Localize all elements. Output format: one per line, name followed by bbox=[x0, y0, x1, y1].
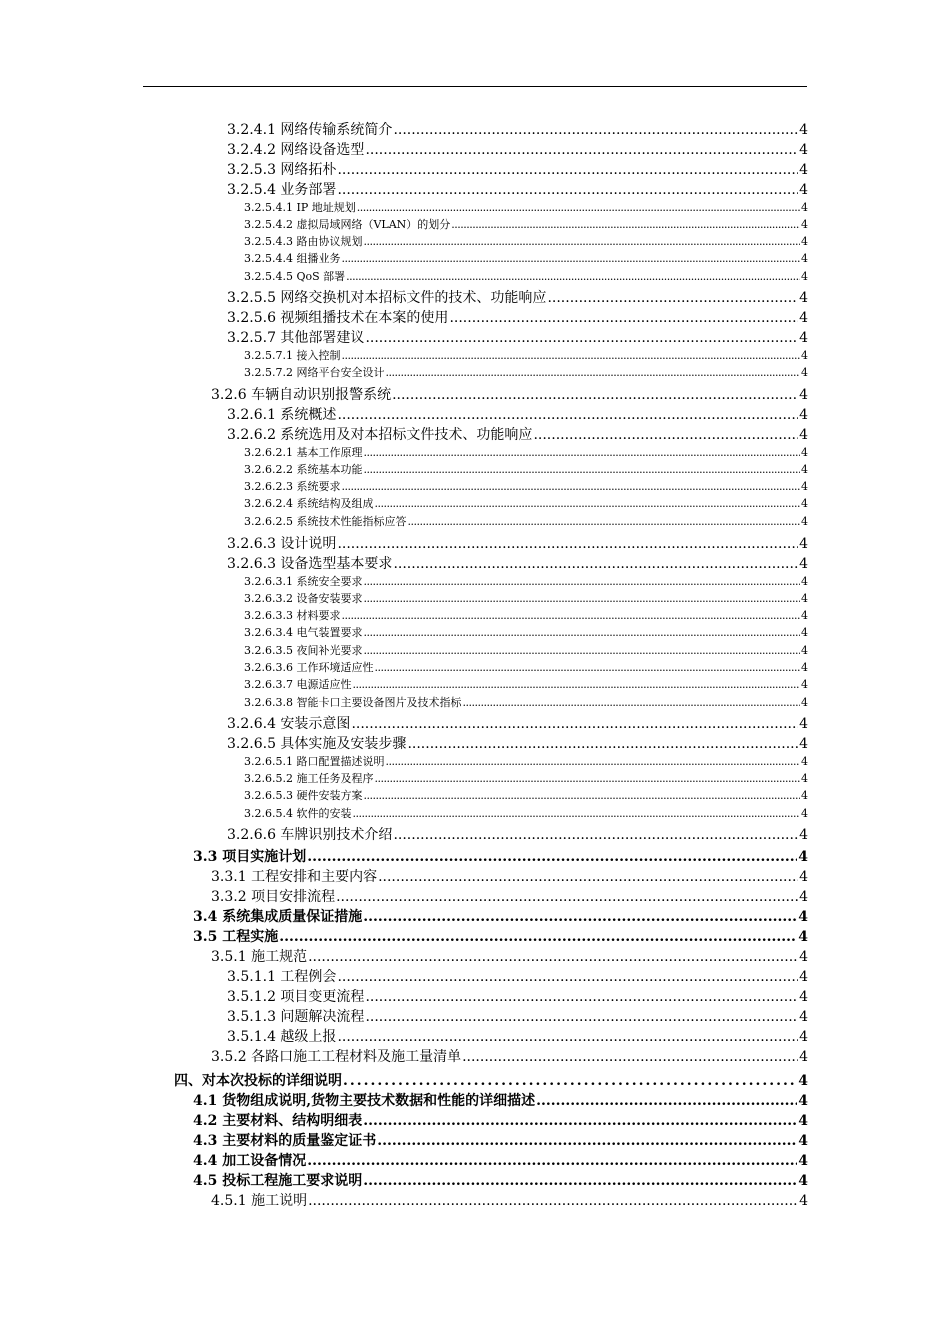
toc-entry-label: 3.2.6 车辆自动识别报警系统 bbox=[211, 387, 392, 403]
toc-leader-dots bbox=[352, 807, 800, 820]
toc-leader-dots bbox=[377, 1133, 797, 1149]
toc-leader-dots bbox=[363, 1113, 797, 1129]
toc-entry[interactable] bbox=[193, 1130, 808, 1150]
toc-entry-page: 4 bbox=[801, 644, 808, 657]
toc-entry-label: 3.2.5.4 业务部署 bbox=[227, 182, 337, 198]
toc-leader-dots bbox=[341, 349, 800, 362]
toc-leader-dots bbox=[363, 909, 797, 925]
toc-entry[interactable] bbox=[244, 676, 808, 692]
toc-entry-label: 3.5.1.4 越级上报 bbox=[227, 1029, 337, 1045]
toc-leader-dots bbox=[363, 789, 800, 802]
toc-entry-page: 4 bbox=[798, 1113, 808, 1129]
toc-entry-label: 3.2.6.3.6 工作环境适应性 bbox=[244, 661, 374, 674]
toc-entry-page: 4 bbox=[798, 1073, 808, 1089]
toc-leader-dots bbox=[357, 201, 800, 214]
toc-entry[interactable] bbox=[227, 533, 808, 553]
toc-entry-label: 3.2.6.3.7 电源适应性 bbox=[244, 678, 352, 691]
toc-entry-page: 4 bbox=[798, 1133, 808, 1149]
toc-entry[interactable] bbox=[227, 966, 808, 986]
toc-leader-dots bbox=[351, 716, 798, 732]
toc-entry-label: 3.2.6.5.1 路口配置描述说明 bbox=[244, 755, 385, 768]
toc-leader-dots bbox=[343, 1073, 797, 1089]
toc-entry-label: 3.2.6.3 设备选型基本要求 bbox=[227, 556, 393, 572]
toc-entry[interactable] bbox=[244, 770, 808, 786]
toc-entry[interactable] bbox=[227, 553, 808, 573]
toc-entry-page: 4 bbox=[799, 407, 808, 423]
toc-entry-page: 4 bbox=[801, 201, 808, 214]
toc-entry[interactable] bbox=[244, 478, 808, 494]
toc-entry-label: 3.5.1 施工规范 bbox=[211, 949, 308, 965]
toc-entry[interactable] bbox=[193, 1170, 808, 1190]
toc-entry-label: 3.5.1.2 项目变更流程 bbox=[227, 989, 365, 1005]
toc-leader-dots bbox=[363, 575, 800, 588]
toc-leader-dots bbox=[385, 755, 800, 768]
toc-entry[interactable] bbox=[244, 624, 808, 640]
toc-entry-label: 3.2.6.2.3 系统要求 bbox=[244, 480, 341, 493]
toc-entry[interactable] bbox=[244, 199, 808, 215]
toc-entry-page: 4 bbox=[801, 349, 808, 362]
toc-entry-label: 3.2.5.6 视频组播技术在本案的使用 bbox=[227, 310, 449, 326]
toc-entry-page: 4 bbox=[799, 536, 808, 552]
toc-entry-page: 4 bbox=[798, 1093, 808, 1109]
toc-entry-label: 3.2.6.6 车牌识别技术介绍 bbox=[227, 827, 393, 843]
toc-entry-page: 4 bbox=[799, 162, 808, 178]
toc-entry-label: 3.2.6.3.4 电气装置要求 bbox=[244, 626, 363, 639]
toc-entry[interactable] bbox=[244, 250, 808, 266]
toc-entry-page: 4 bbox=[801, 480, 808, 493]
toc-entry-label: 3.2.6.2.4 系统结构及组成 bbox=[244, 497, 374, 510]
toc-leader-dots bbox=[365, 330, 798, 346]
toc-entry-page: 4 bbox=[801, 755, 808, 768]
toc-leader-dots bbox=[365, 989, 798, 1005]
toc-entry[interactable] bbox=[227, 179, 808, 199]
toc-leader-dots bbox=[374, 661, 800, 674]
toc-entry-page: 4 bbox=[798, 1173, 808, 1189]
toc-entry[interactable] bbox=[244, 787, 808, 803]
toc-entry[interactable] bbox=[211, 1046, 808, 1066]
toc-entry[interactable] bbox=[244, 364, 808, 380]
toc-leader-dots bbox=[337, 1029, 798, 1045]
toc-leader-dots bbox=[363, 446, 800, 459]
toc-entry[interactable] bbox=[227, 287, 808, 307]
toc-entry-page: 4 bbox=[799, 427, 808, 443]
toc-leader-dots bbox=[462, 1049, 798, 1065]
toc-entry-label: 3.4 系统集成质量保证措施 bbox=[193, 909, 363, 925]
toc-entry[interactable] bbox=[227, 159, 808, 179]
toc-entry[interactable] bbox=[193, 1090, 808, 1110]
toc-entry-label: 3.2.6.3.3 材料要求 bbox=[244, 609, 341, 622]
toc-entry-page: 4 bbox=[799, 989, 808, 1005]
toc-entry-page: 4 bbox=[801, 497, 808, 510]
toc-leader-dots bbox=[336, 889, 798, 905]
toc-leader-dots bbox=[374, 772, 800, 785]
toc-entry-label: 3.2.6.3 设计说明 bbox=[227, 536, 337, 552]
toc-entry[interactable] bbox=[227, 1026, 808, 1046]
toc-entry-page: 4 bbox=[801, 463, 808, 476]
toc-entry[interactable] bbox=[193, 1150, 808, 1170]
toc-entry[interactable] bbox=[244, 495, 808, 511]
toc-entry-page: 4 bbox=[801, 270, 808, 283]
toc-entry[interactable] bbox=[244, 607, 808, 623]
toc-entry-page: 4 bbox=[799, 122, 808, 138]
toc-entry-page: 4 bbox=[799, 182, 808, 198]
toc-leader-dots bbox=[337, 969, 798, 985]
toc-entry-label: 3.2.6.5.3 硬件安装方案 bbox=[244, 789, 363, 802]
toc-entry[interactable] bbox=[227, 307, 808, 327]
toc-entry[interactable] bbox=[227, 1006, 808, 1026]
toc-entry-label: 3.2.6.3.8 智能卡口主要设备图片及技术指标 bbox=[244, 696, 462, 709]
toc-leader-dots bbox=[449, 310, 798, 326]
toc-leader-dots bbox=[307, 849, 797, 865]
toc-leader-dots bbox=[341, 252, 800, 265]
toc-leader-dots bbox=[365, 1009, 798, 1025]
toc-leader-dots bbox=[279, 929, 797, 945]
toc-entry-label: 四、对本次投标的详细说明 bbox=[174, 1073, 342, 1089]
toc-leader-dots bbox=[378, 869, 798, 885]
toc-entry-page: 4 bbox=[801, 252, 808, 265]
toc-leader-dots bbox=[365, 142, 798, 158]
toc-entry[interactable] bbox=[227, 713, 808, 733]
toc-entry-label: 3.2.5.7.1 接入控制 bbox=[244, 349, 341, 362]
toc-leader-dots bbox=[341, 480, 800, 493]
toc-leader-dots bbox=[308, 1193, 798, 1209]
toc-entry-page: 4 bbox=[801, 575, 808, 588]
toc-leader-dots bbox=[392, 387, 798, 403]
toc-leader-dots bbox=[393, 827, 798, 843]
toc-entry[interactable] bbox=[244, 659, 808, 675]
toc-leader-dots bbox=[407, 515, 800, 528]
toc-entry[interactable] bbox=[174, 1070, 808, 1090]
toc-entry-label: 3.2.6.3.5 夜间补光要求 bbox=[244, 644, 363, 657]
toc-entry-label: 4.2 主要材料、结构明细表 bbox=[193, 1113, 363, 1129]
toc-entry[interactable] bbox=[244, 590, 808, 606]
toc-entry[interactable] bbox=[193, 926, 808, 946]
toc-entry-page: 4 bbox=[801, 772, 808, 785]
toc-entry[interactable] bbox=[227, 424, 808, 444]
toc-entry-page: 4 bbox=[801, 696, 808, 709]
toc-entry-label: 3.2.5.4.3 路由协议规划 bbox=[244, 235, 363, 248]
toc-leader-dots bbox=[346, 270, 800, 283]
toc-entry-label: 3.2.6.2.2 系统基本功能 bbox=[244, 463, 363, 476]
toc-entry-page: 4 bbox=[799, 556, 808, 572]
toc-leader-dots bbox=[385, 366, 800, 379]
toc-leader-dots bbox=[536, 1093, 797, 1109]
toc-entry-page: 4 bbox=[801, 446, 808, 459]
toc-entry[interactable] bbox=[227, 404, 808, 424]
toc-leader-dots bbox=[451, 218, 800, 231]
toc-entry[interactable] bbox=[227, 986, 808, 1006]
toc-entry-page: 4 bbox=[799, 142, 808, 158]
toc-entry-page: 4 bbox=[799, 290, 808, 306]
toc-entry-page: 4 bbox=[801, 515, 808, 528]
toc-entry-page: 4 bbox=[799, 1193, 808, 1209]
toc-leader-dots bbox=[374, 497, 800, 510]
toc-leader-dots bbox=[337, 407, 798, 423]
toc-entry-label: 3.2.5.7.2 网络平台安全设计 bbox=[244, 366, 385, 379]
toc-leader-dots bbox=[363, 235, 800, 248]
toc-entry[interactable] bbox=[244, 268, 808, 284]
toc-entry-label: 3.3.2 项目安排流程 bbox=[211, 889, 336, 905]
toc-entry[interactable] bbox=[244, 513, 808, 529]
toc-entry-page: 4 bbox=[799, 889, 808, 905]
toc-entry-page: 4 bbox=[801, 807, 808, 820]
toc-entry[interactable] bbox=[244, 573, 808, 589]
toc-entry-page: 4 bbox=[798, 929, 808, 945]
toc-leader-dots bbox=[341, 609, 800, 622]
toc-entry[interactable] bbox=[193, 906, 808, 926]
toc-entry-label: 3.2.6.2.1 基本工作原理 bbox=[244, 446, 363, 459]
toc-entry-label: 4.5 投标工程施工要求说明 bbox=[193, 1173, 363, 1189]
toc-entry[interactable] bbox=[244, 347, 808, 363]
toc-entry[interactable] bbox=[244, 805, 808, 821]
toc-entry-page: 4 bbox=[798, 1153, 808, 1169]
toc-entry-label: 4.1 货物组成说明,货物主要技术数据和性能的详细描述 bbox=[193, 1093, 536, 1109]
toc-entry-label: 3.5.1.3 问题解决流程 bbox=[227, 1009, 365, 1025]
toc-leader-dots bbox=[363, 463, 800, 476]
toc-entry-page: 4 bbox=[799, 1029, 808, 1045]
toc-entry[interactable] bbox=[244, 642, 808, 658]
toc-entry-page: 4 bbox=[801, 789, 808, 802]
toc-leader-dots bbox=[307, 1153, 797, 1169]
toc-entry[interactable] bbox=[227, 824, 808, 844]
toc-entry-label: 3.2.6.4 安装示意图 bbox=[227, 716, 351, 732]
toc-entry-label: 4.4 加工设备情况 bbox=[193, 1153, 307, 1169]
toc-entry-label: 3.5.1.1 工程例会 bbox=[227, 969, 337, 985]
toc-entry-page: 4 bbox=[799, 969, 808, 985]
toc-entry-label: 3.3.1 工程安排和主要内容 bbox=[211, 869, 378, 885]
toc-entry-page: 4 bbox=[799, 827, 808, 843]
toc-leader-dots bbox=[337, 162, 798, 178]
toc-entry[interactable] bbox=[244, 694, 808, 710]
toc-leader-dots bbox=[363, 592, 800, 605]
toc-entry-label: 3.2.5.4.5 QoS 部署 bbox=[244, 270, 346, 283]
toc-entry[interactable] bbox=[227, 327, 808, 347]
toc-entry[interactable] bbox=[244, 444, 808, 460]
toc-leader-dots bbox=[547, 290, 798, 306]
toc-entry-page: 4 bbox=[799, 310, 808, 326]
toc-entry-label: 3.2.5.3 网络拓朴 bbox=[227, 162, 337, 178]
toc-entry-label: 3.2.6.1 系统概述 bbox=[227, 407, 337, 423]
toc-entry-label: 3.2.6.5 具体实施及安装步骤 bbox=[227, 736, 407, 752]
toc-entry-page: 4 bbox=[801, 235, 808, 248]
toc-entry-page: 4 bbox=[799, 387, 808, 403]
header-rule bbox=[143, 86, 807, 87]
toc-entry-label: 3.2.4.2 网络设备选型 bbox=[227, 142, 365, 158]
toc-entry-page: 4 bbox=[799, 736, 808, 752]
toc-entry[interactable] bbox=[244, 216, 808, 232]
toc-entry-page: 4 bbox=[799, 869, 808, 885]
toc-entry-page: 4 bbox=[799, 1009, 808, 1025]
toc-entry-page: 4 bbox=[801, 626, 808, 639]
toc-entry[interactable] bbox=[211, 866, 808, 886]
toc-leader-dots bbox=[407, 736, 798, 752]
toc-entry[interactable] bbox=[193, 846, 808, 866]
toc-entry-page: 4 bbox=[799, 330, 808, 346]
toc-entry-label: 3.2.5.4.2 虚拟局域网络（VLAN）的划分 bbox=[244, 218, 451, 231]
toc-entry-label: 3.3 项目实施计划 bbox=[193, 849, 307, 865]
toc-entry[interactable] bbox=[211, 946, 808, 966]
toc-leader-dots bbox=[308, 949, 798, 965]
toc-entry[interactable] bbox=[211, 384, 808, 404]
toc-entry[interactable] bbox=[244, 753, 808, 769]
toc-entry-label: 4.5.1 施工说明 bbox=[211, 1193, 308, 1209]
toc-entry[interactable] bbox=[227, 119, 808, 139]
toc-entry-page: 4 bbox=[801, 661, 808, 674]
toc-leader-dots bbox=[352, 678, 800, 691]
toc-entry-label: 3.2.6.2.5 系统技术性能指标应答 bbox=[244, 515, 407, 528]
toc-leader-dots bbox=[393, 556, 798, 572]
toc-entry-page: 4 bbox=[801, 609, 808, 622]
toc-entry-label: 3.2.5.4.4 组播业务 bbox=[244, 252, 341, 265]
toc-leader-dots bbox=[337, 536, 798, 552]
toc-leader-dots bbox=[533, 427, 798, 443]
toc-entry-page: 4 bbox=[799, 716, 808, 732]
toc-leader-dots bbox=[363, 626, 800, 639]
toc-leader-dots bbox=[337, 182, 798, 198]
toc-entry-label: 3.2.6.5.2 施工任务及程序 bbox=[244, 772, 374, 785]
toc-entry[interactable] bbox=[244, 461, 808, 477]
toc-entry-page: 4 bbox=[801, 218, 808, 231]
toc-entry-label: 3.2.4.1 网络传输系统简介 bbox=[227, 122, 393, 138]
toc-entry[interactable] bbox=[244, 233, 808, 249]
toc-entry[interactable] bbox=[193, 1110, 808, 1130]
toc-entry-page: 4 bbox=[798, 849, 808, 865]
toc-entry-page: 4 bbox=[799, 949, 808, 965]
toc-entry-label: 3.5 工程实施 bbox=[193, 929, 279, 945]
toc-entry-label: 3.2.6.3.2 设备安装要求 bbox=[244, 592, 363, 605]
toc-leader-dots bbox=[393, 122, 798, 138]
toc-entry[interactable] bbox=[211, 886, 808, 906]
toc-entry[interactable] bbox=[227, 733, 808, 753]
toc-entry-page: 4 bbox=[801, 592, 808, 605]
toc-entry-label: 3.2.5.5 网络交换机对本招标文件的技术、功能响应 bbox=[227, 290, 547, 306]
toc-leader-dots bbox=[363, 1173, 797, 1189]
toc-entry-page: 4 bbox=[801, 366, 808, 379]
toc-entry-label: 3.2.6.5.4 软件的安装 bbox=[244, 807, 352, 820]
toc-entry-label: 3.5.2 各路口施工工程材料及施工量清单 bbox=[211, 1049, 462, 1065]
toc-entry-page: 4 bbox=[798, 909, 808, 925]
toc-entry-page: 4 bbox=[799, 1049, 808, 1065]
toc-leader-dots bbox=[363, 644, 800, 657]
toc-entry-label: 4.3 主要材料的质量鉴定证书 bbox=[193, 1133, 377, 1149]
toc-entry-label: 3.2.6.2 系统选用及对本招标文件技术、功能响应 bbox=[227, 427, 533, 443]
toc-entry-label: 3.2.6.3.1 系统安全要求 bbox=[244, 575, 363, 588]
toc-entry[interactable] bbox=[227, 139, 808, 159]
toc-entry-page: 4 bbox=[801, 678, 808, 691]
toc-leader-dots bbox=[462, 696, 800, 709]
toc-entry-label: 3.2.5.4.1 IP 地址规划 bbox=[244, 201, 356, 214]
toc-entry[interactable] bbox=[211, 1190, 808, 1210]
toc-entry-label: 3.2.5.7 其他部署建议 bbox=[227, 330, 365, 346]
